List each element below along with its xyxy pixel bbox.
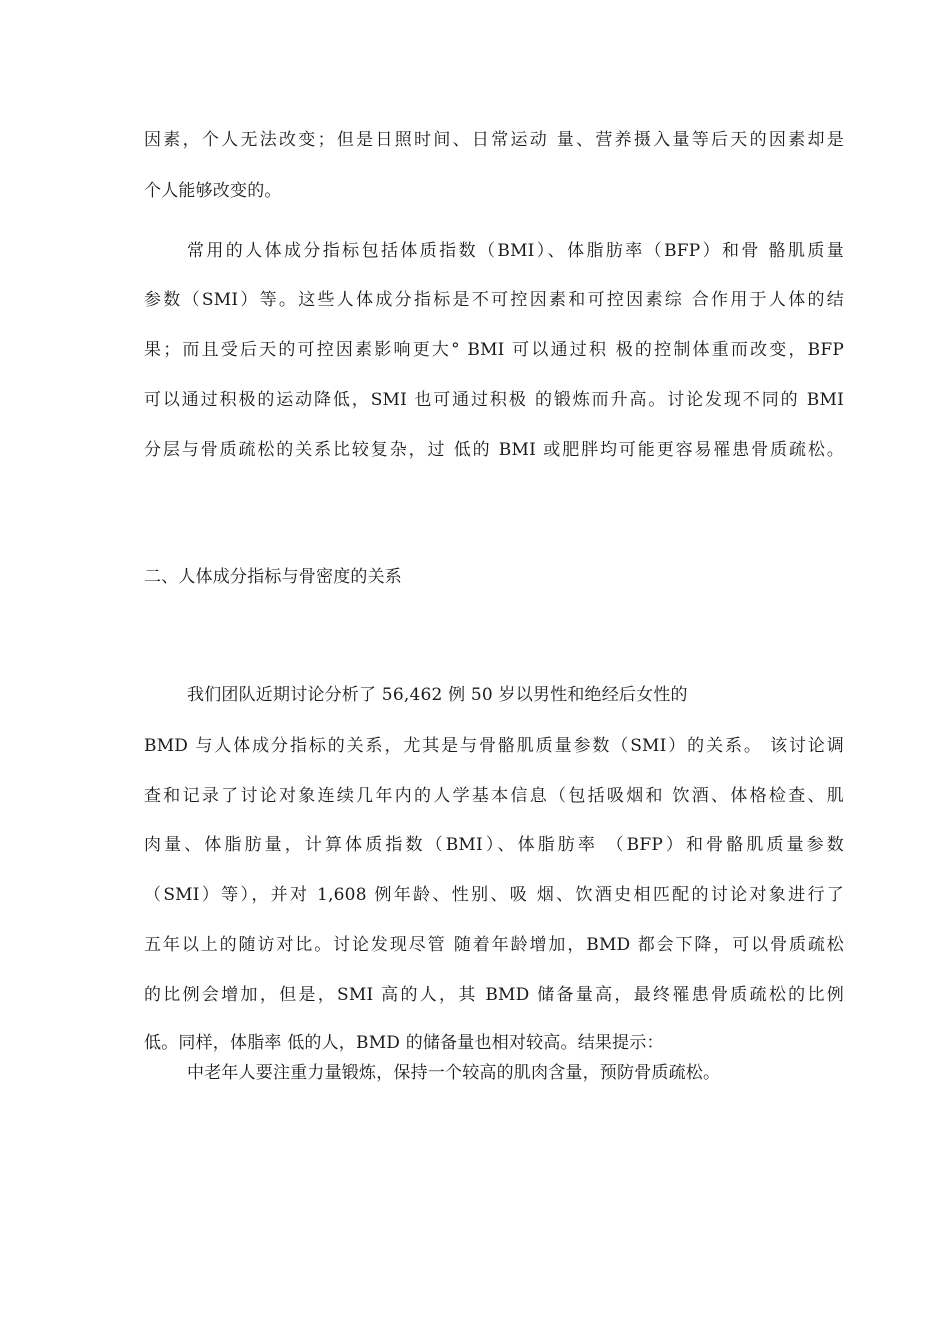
paragraph-3-line-5: （SMI）等），并对 1,608 例年龄、性别、吸 烟、饮酒史相匹配的讨论对象进行了 xyxy=(144,885,844,905)
paragraph-2-line-2: 参数（SMI）等。这些人体成分指标是不可控因素和可控因素综 合作用于人体的结 xyxy=(144,290,844,310)
paragraph-3-line-7: 的比例会增加，但是，SMI 高的人，其 BMD 储备量高，最终罹患骨质疏松的比例 xyxy=(144,985,844,1005)
paragraph-3-line-2: BMD 与人体成分指标的关系，尤其是与骨骼肌质量参数（SMI）的关系。 该讨论调 xyxy=(144,736,844,756)
paragraph-3-line-1: 我们团队近期讨论分析了 56,462 例 50 岁以男性和绝经后女性的 xyxy=(187,685,688,705)
paragraph-3-line-4: 肉量、体脂肪量，计算体质指数（BMI）、体脂肪率 （BFP）和骨骼肌质量参数 xyxy=(144,835,844,855)
paragraph-2-line-5: 分层与骨质疏松的关系比较复杂，过 低的 BMI 或肥胖均可能更容易罹患骨质疏松。 xyxy=(144,440,844,460)
paragraph-2-line-1: 常用的人体成分指标包括体质指数（BMI）、体脂肪率（BFP）和骨 骼肌质量 xyxy=(187,241,844,261)
paragraph-3-line-8: 低。同样，体脂率 低的人，BMD 的储备量也相对较高。结果提示： xyxy=(144,1033,664,1053)
paragraph-1-line-2: 个人能够改变的。 xyxy=(144,181,282,201)
paragraph-2-line-3: 果；而且受后天的可控因素影响更大° BMI 可以通过积 极的控制体重而改变，BFP xyxy=(144,340,844,360)
paragraph-2-line-4: 可以通过积极的运动降低，SMI 也可通过积极 的锻炼而升高。讨论发现不同的 BMI xyxy=(144,390,844,410)
paragraph-3-line-3: 查和记录了讨论对象连续几年内的人学基本信息（包括吸烟和 饮酒、体格检查、肌 xyxy=(144,786,844,806)
paragraph-1-line-1: 因素，个人无法改变；但是日照时间、日常运动 量、营养摄入量等后天的因素却是 xyxy=(144,130,844,150)
paragraph-3-line-6: 五年以上的随访对比。讨论发现尽管 随着年龄增加，BMD 都会下降，可以骨质疏松 xyxy=(144,935,844,955)
section-heading: 二、人体成分指标与骨密度的关系 xyxy=(144,567,402,587)
paragraph-4-line-1: 中老年人要注重力量锻炼，保持一个较高的肌肉含量，预防骨质疏松。 xyxy=(187,1063,721,1083)
